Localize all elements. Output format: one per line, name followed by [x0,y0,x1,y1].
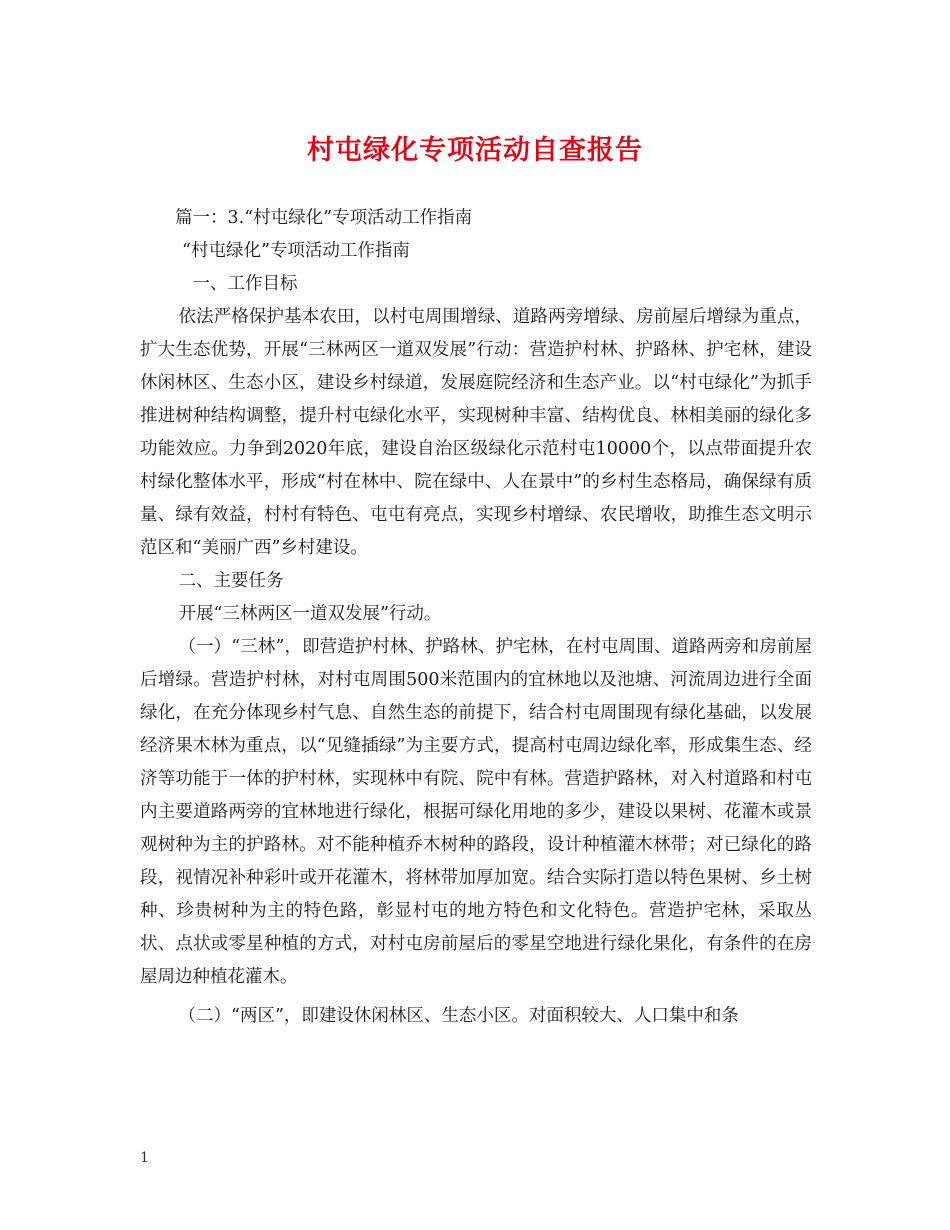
paragraph-three-forests: （一）“三林”，即营造护村林、护路林、护宅林，在村屯周围、道路两旁和房前屋后增绿。营造护村林，对村屯周围500米范围内的宜林地以及池塘、河流周边进行全面绿化，在充分体现乡村气息、自然生态的前提下，结合村屯周围现有绿化基础，以发展经济果木林为重点，以“见缝插绿”为主要方式，提高村屯周边绿化率，形成集生态、经济等功能于一体的护村林，实现林中有院、院中有林。营造护路林，对入村道路和村屯内主要道路两旁的宜林地进行绿化，根据可绿化用地的多少，建设以果树、花灌木或景观树种为主的护路林。对不能种植乔木树种的路段，设计种植灌木林带；对已绿化的路段，视情况补种彩叶或开花灌木，将林带加厚加宽。结合实际打造以特色果树、乡土树种、珍贵树种为主的特色路，彰显村屯的地方特色和文化特色。营造护宅林，采取丛状、点状或零星种植的方式，对村屯房前屋后的零星空地进行绿化果化，有条件的在房屋周边种植花灌木。 [140,637,812,987]
paragraph-two-zones: （二）“两区”，即建设休闲林区、生态小区。对面积较大、人口集中和条 [178,1006,739,1026]
paragraph-action: 开展“三林两区一道双发展”行动。 [178,604,442,624]
document-title: 村屯绿化专项活动自查报告 [307,135,643,166]
section-heading: 篇一：3.“村屯绿化”专项活动工作指南 [175,208,473,228]
page-number: 1 [140,1150,149,1166]
paragraph-work-goals: 依法严格保护基本农田，以村屯周围增绿、道路两旁增绿、房前屋后增绿为重点，扩大生态优势，开展“三林两区一道双发展”行动：营造护村林、护路林、护宅林，建设休闲林区、生态小区，建设乡村绿道，发展庭院经济和生态产业。以“村屯绿化”为抓手推进树种结构调整，提升村屯绿化水平，实现树种丰富、结构优良、林相美丽的绿化多功能效应。力争到2020年底，建设自治区级绿化示范村屯10000个，以点带面提升农村绿化整体水平，形成“村在林中、院在绿中、人在景中”的乡村生态格局，确保绿有质量、绿有效益，村村有特色、屯屯有亮点，实现乡村增绿、农民增收，助推生态文明示范区和“美丽广西”乡村建设。 [140,307,812,558]
heading-work-goals: 一、工作目标 [192,274,298,294]
document-body [140,202,812,1033]
subtitle: “村屯绿化”专项活动工作指南 [182,241,410,261]
heading-main-tasks: 二、主要任务 [178,571,284,591]
